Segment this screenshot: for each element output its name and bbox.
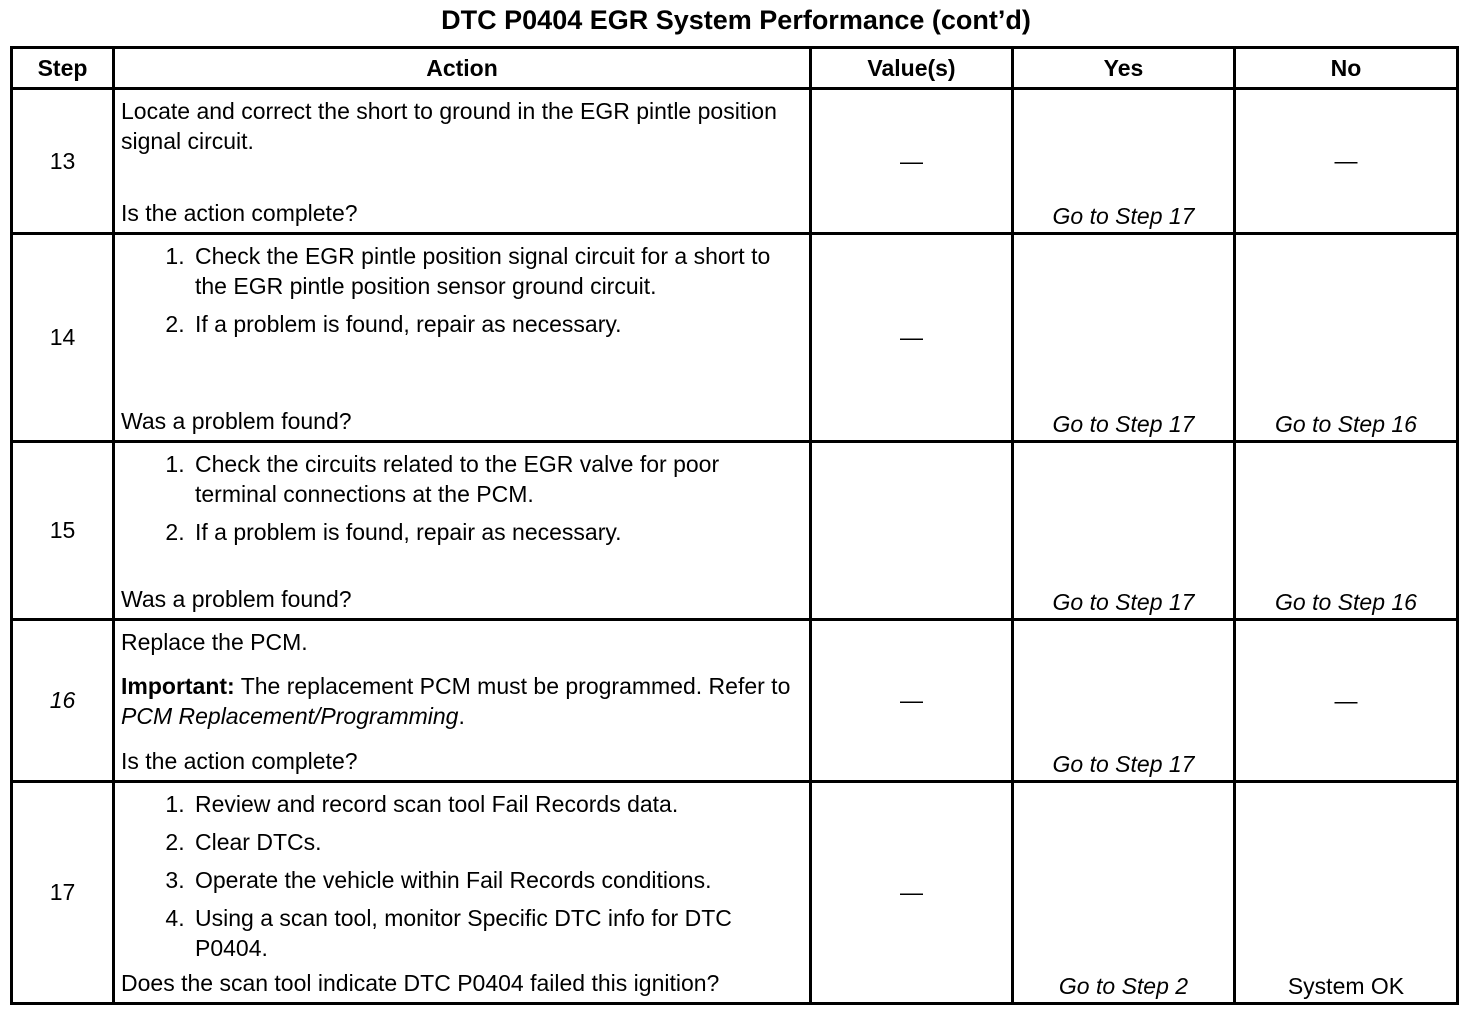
action-item: 2. If a problem is found, repair as necessary.	[191, 517, 803, 547]
no-link: Go to Step 16	[1275, 589, 1417, 615]
step-number: 14	[12, 234, 114, 442]
yes-cell	[1013, 442, 1235, 620]
yes-cell	[1013, 89, 1235, 234]
value-cell: —	[811, 89, 1013, 234]
no-value: —	[1334, 147, 1358, 174]
yes-cell	[1013, 234, 1235, 442]
yes-cell	[1013, 782, 1235, 1004]
action-item: 3. Operate the vehicle within Fail Records conditions.	[191, 865, 803, 895]
yes-link: Go to Step 17	[1052, 411, 1195, 437]
question-text: Is the action complete?	[121, 200, 358, 226]
header-no: No	[1235, 48, 1458, 89]
no-result: System OK	[1287, 973, 1405, 999]
important-text: The replacement PCM must be programmed. Refer to	[234, 673, 791, 699]
yes-link: Go to Step 17	[1052, 751, 1195, 777]
table-row-step-15	[12, 442, 1458, 620]
action-item: 2. Clear DTCs.	[191, 827, 803, 857]
diagnostic-table	[10, 46, 1459, 1005]
yes-link: Go to Step 2	[1058, 973, 1189, 999]
action-item: 1. Review and record scan tool Fail Records data.	[191, 789, 803, 819]
header-yes: Yes	[1013, 48, 1235, 89]
no-cell	[1235, 234, 1458, 442]
important-label: Important:	[121, 673, 235, 699]
question-text: Was a problem found?	[121, 408, 352, 434]
no-cell	[1235, 782, 1458, 1004]
step-number: 13	[12, 89, 114, 234]
action-list	[121, 241, 803, 339]
step-number: 15	[12, 442, 114, 620]
action-cell	[114, 442, 811, 620]
action-item: 1. Check the EGR pintle position signal circuit for a short to the EGR pintle position sensor ground circuit.	[191, 241, 803, 301]
header-action: Action	[114, 48, 811, 89]
important-note	[121, 671, 803, 731]
table-row-step-13	[12, 89, 1458, 234]
header-values: Value(s)	[811, 48, 1013, 89]
table-row-step-16	[12, 620, 1458, 782]
yes-link: Go to Step 17	[1052, 589, 1195, 615]
header-row	[12, 48, 1458, 89]
important-end: .	[458, 703, 465, 729]
value-cell: —	[811, 234, 1013, 442]
value-cell: —	[811, 620, 1013, 782]
no-cell	[1235, 620, 1458, 782]
action-text: Locate and correct the short to ground in the EGR pintle position signal circuit.	[121, 98, 777, 154]
action-list	[121, 449, 803, 547]
action-item: 1. Check the circuits related to the EGR valve for poor terminal connections at the PCM.	[191, 449, 803, 509]
important-reference: PCM Replacement/Programming	[121, 703, 459, 729]
step-number: 17	[12, 782, 114, 1004]
step-number: 16	[12, 620, 114, 782]
action-list	[121, 789, 803, 963]
question-text: Is the action complete?	[121, 748, 358, 774]
table-row-step-17	[12, 782, 1458, 1004]
action-cell	[114, 782, 811, 1004]
page-title: DTC P0404 EGR System Performance (cont’d)	[441, 5, 1031, 35]
action-cell	[114, 234, 811, 442]
no-cell	[1235, 442, 1458, 620]
action-cell	[114, 620, 811, 782]
table-row-step-14	[12, 234, 1458, 442]
yes-link: Go to Step 17	[1052, 203, 1195, 229]
yes-cell	[1013, 620, 1235, 782]
action-cell	[114, 89, 811, 234]
header-step: Step	[12, 48, 114, 89]
action-item: 4. Using a scan tool, monitor Specific DTC info for DTC P0404.	[191, 903, 803, 963]
no-link: Go to Step 16	[1275, 411, 1417, 437]
value-cell: —	[811, 782, 1013, 1004]
no-cell	[1235, 89, 1458, 234]
action-item: 2. If a problem is found, repair as necessary.	[191, 309, 803, 339]
question-text: Was a problem found?	[121, 586, 352, 612]
action-text: Replace the PCM.	[121, 629, 308, 655]
value-cell	[811, 442, 1013, 620]
question-text: Does the scan tool indicate DTC P0404 failed this ignition?	[121, 970, 720, 996]
no-value: —	[1334, 687, 1358, 713]
